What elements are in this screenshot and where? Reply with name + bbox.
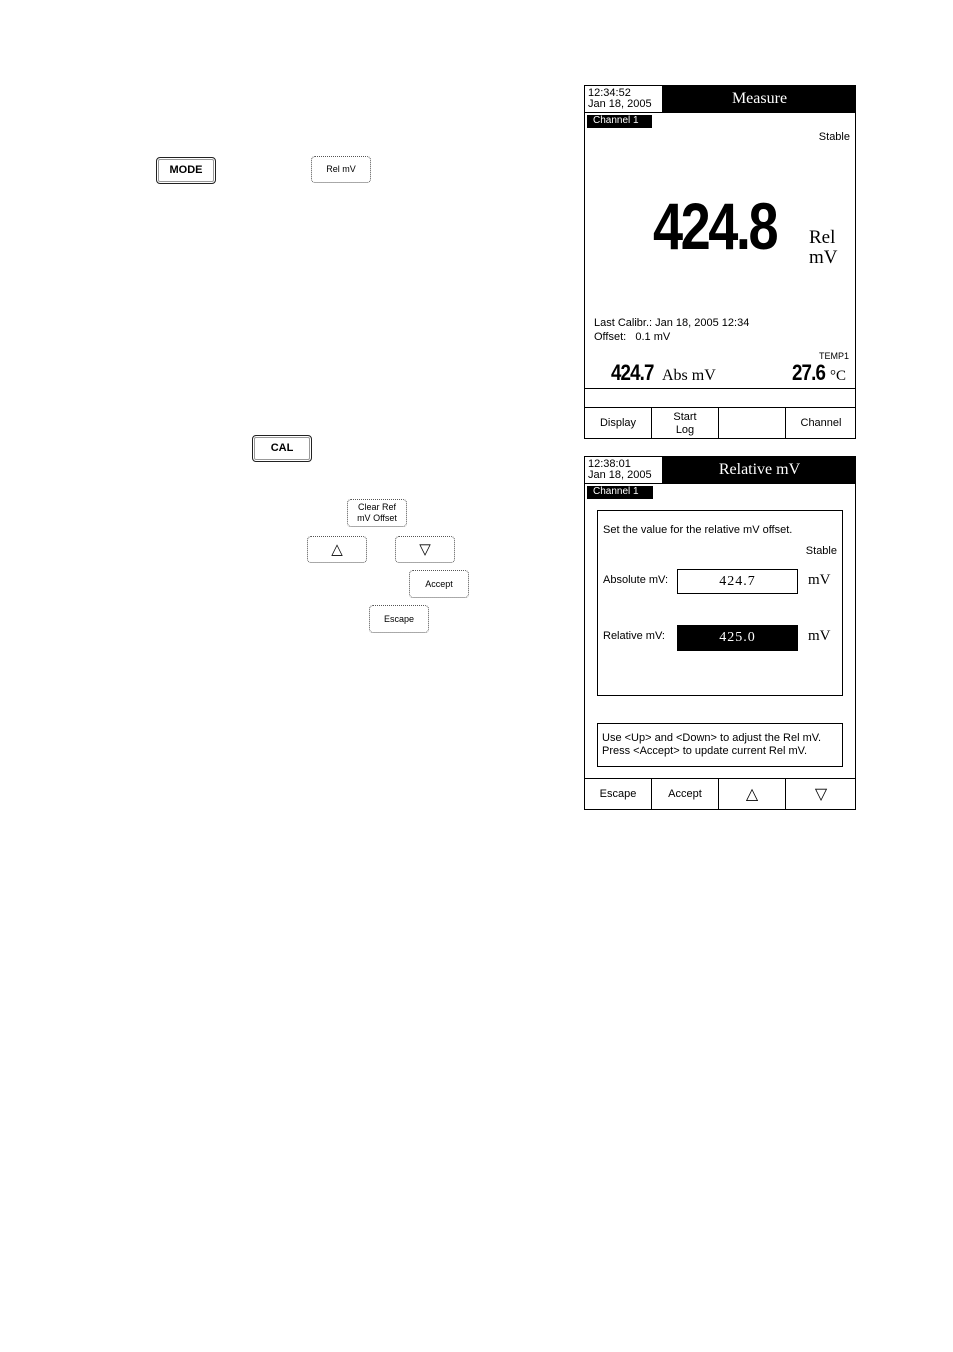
header-date: Jan 18, 2005 <box>588 98 652 110</box>
help-box <box>597 723 843 767</box>
absolute-mv-value: 424.7 <box>677 569 798 594</box>
mode-key[interactable]: MODE <box>156 157 216 184</box>
stability-status: Stable <box>818 131 850 143</box>
channel-label: Channel 1 <box>587 115 652 128</box>
unit-mv: mV <box>809 247 838 268</box>
clear-ref-mv-offset-softkey[interactable]: Clear Ref mV Offset <box>347 499 407 527</box>
softkey-blank[interactable] <box>718 407 785 439</box>
up-arrow-softkey[interactable]: △ <box>307 536 367 563</box>
softkey-accept[interactable]: Accept <box>651 778 718 810</box>
accept-softkey[interactable]: Accept <box>409 570 469 598</box>
offset-dialog <box>597 510 843 696</box>
measure-screen <box>584 85 856 439</box>
escape-softkey[interactable]: Escape <box>369 605 429 633</box>
header-datetime <box>585 457 663 483</box>
instruction-text: Set the value for the relative mV offset. <box>603 524 793 536</box>
softkey-display[interactable]: Display <box>585 407 651 439</box>
header-datetime <box>585 86 663 112</box>
header-date: Jan 18, 2005 <box>588 469 652 481</box>
softkey-down[interactable]: ▽ <box>785 778 856 810</box>
last-calibration: Last Calibr.: Jan 18, 2005 12:34 <box>594 317 750 329</box>
softkey-channel[interactable]: Channel <box>785 407 856 439</box>
softkey-start-log[interactable]: Start Log <box>651 407 718 439</box>
temp-sensor-label: TEMP1 <box>818 351 849 361</box>
channel-label: Channel 1 <box>587 486 653 499</box>
stability-status: Stable <box>805 545 837 557</box>
relative-mv-label: Relative mV: <box>603 630 665 642</box>
relative-mv-input[interactable]: 425.0 <box>677 625 798 651</box>
header-time: 12:38:01 <box>588 458 631 470</box>
temperature-unit: °C <box>830 368 847 384</box>
relative-mv-unit: mV <box>808 628 831 644</box>
down-arrow-softkey[interactable]: ▽ <box>395 536 455 563</box>
header-time: 12:34:52 <box>588 87 631 99</box>
absolute-mv-label: Absolute mV: <box>603 574 669 586</box>
softkey-up[interactable]: △ <box>718 778 785 810</box>
help-line-2: Press <Accept> to update current Rel mV. <box>602 745 808 757</box>
offset-value: Offset: 0.1 mV <box>594 331 671 343</box>
screen-title: Measure <box>663 86 856 112</box>
relative-mv-screen <box>584 456 856 810</box>
abs-mv-unit: Abs mV <box>662 367 716 384</box>
softkey-escape[interactable]: Escape <box>585 778 651 810</box>
screen-title: Relative mV <box>663 457 856 483</box>
temperature-value: 27.6 <box>792 360 826 385</box>
unit-rel: Rel <box>809 227 836 248</box>
abs-mv-value: 424.7 <box>611 360 654 385</box>
help-line-1: Use <Up> and <Down> to adjust the Rel mV. <box>602 732 822 744</box>
main-reading: 424.8 <box>653 189 777 263</box>
rel-mv-softkey[interactable]: Rel mV <box>311 156 371 183</box>
absolute-mv-unit: mV <box>808 572 831 588</box>
cal-key[interactable]: CAL <box>252 435 312 462</box>
